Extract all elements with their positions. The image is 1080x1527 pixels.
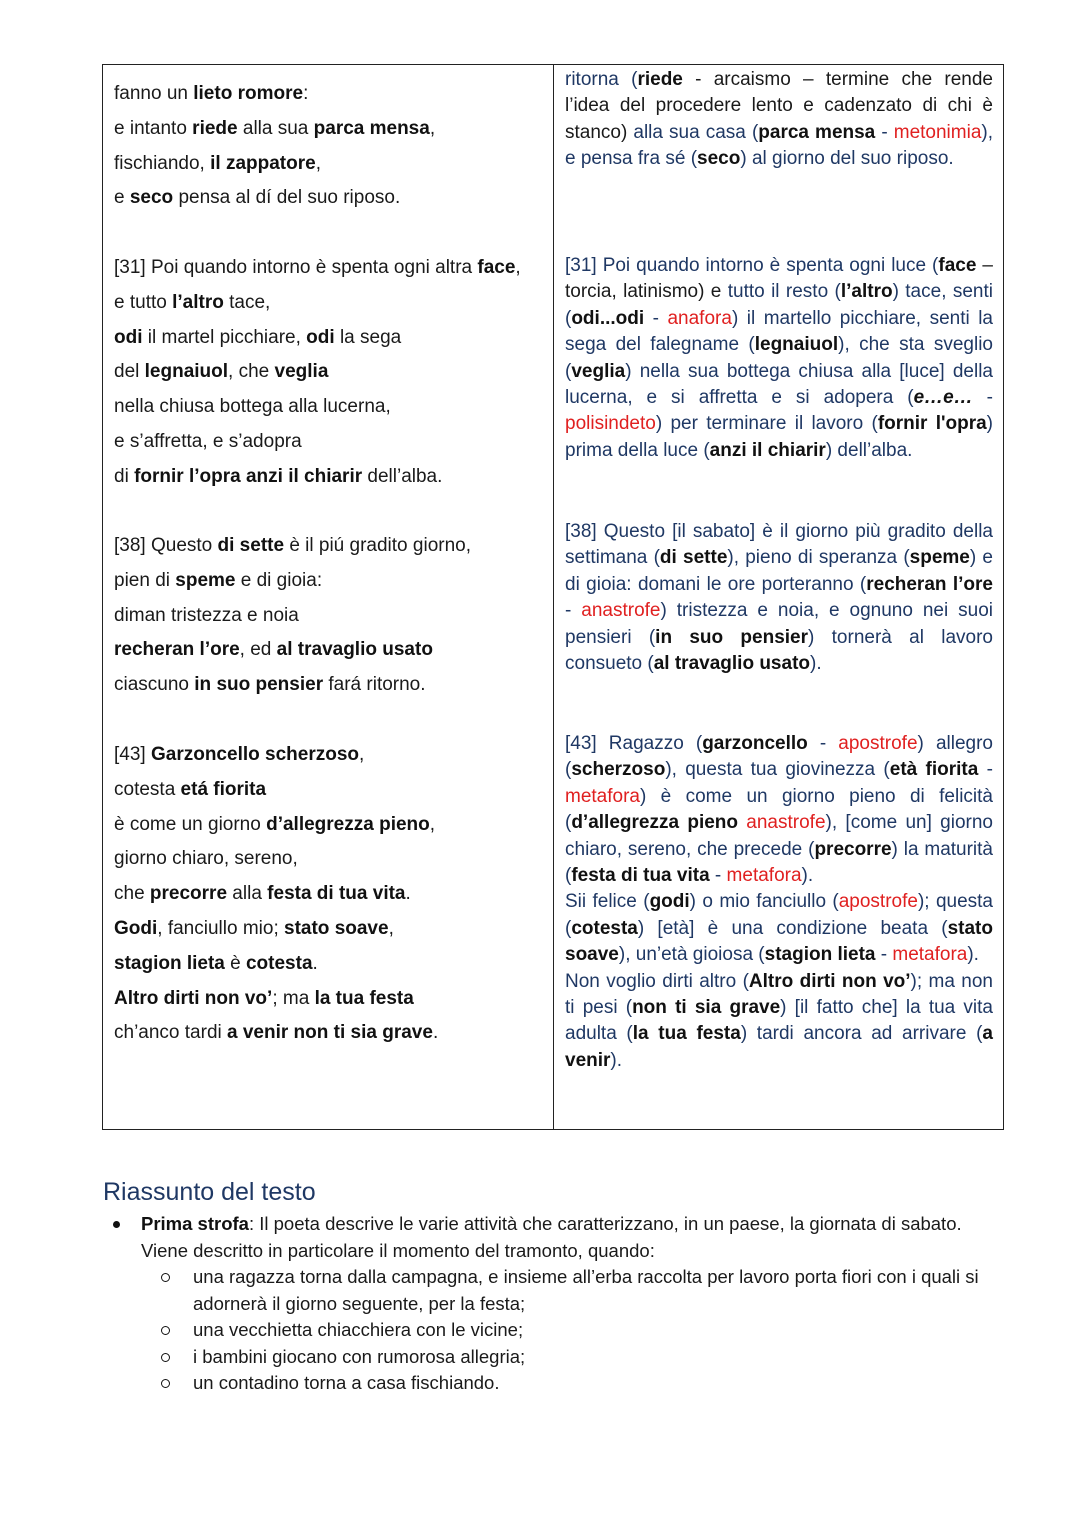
text-run: ). [801,865,814,887]
text-run: - [875,121,894,143]
text-run: , [388,917,394,939]
text-run: pien di [114,569,176,591]
sub-item-text: una vecchietta chiacchiera con le vicine; [193,1319,524,1340]
text-run: ) dell’alba. [825,439,913,461]
verse-line [114,947,543,982]
text-run: - [644,307,668,329]
figure-of-speech: anastrofe [581,600,661,622]
quoted-term: a venir non ti sia grave [227,1022,433,1044]
quoted-term: festa di tua vita [267,883,406,905]
text-run: - arcaismo – termine che rende l’idea del procedere lento e cadenzato di chi è stanco) [565,69,993,143]
text-run: - [972,387,993,409]
quoted-term: seco [697,148,741,170]
paraphrase-block [565,67,993,173]
figure-of-speech: polisindeto [565,413,656,435]
text-run: dell’alba. [362,465,443,487]
text-run: , [359,744,365,765]
text-run: è come un giorno [114,813,267,835]
hollow-bullet-icon [161,1379,170,1388]
section-heading-summary: Riassunto del testo [103,1178,316,1206]
quoted-term: seco [129,187,174,209]
summary-sub-item [103,1264,1003,1317]
text-run: e intanto [114,117,193,139]
text-run: , [429,813,436,835]
quoted-term: speme [175,569,236,591]
text-run: che [114,883,150,905]
hollow-bullet-icon [161,1273,170,1282]
text-run: , [515,257,521,278]
text-run: fanno un [114,83,194,104]
text-run: ), che sta sveglio ( [565,334,993,382]
text-run: ) e di gioia: domani le ore porteranno ( [565,547,993,595]
verse-line [114,112,543,147]
text-run: ; ma [272,987,315,1009]
quoted-term: scherzoso [571,759,666,781]
verse-line [114,599,543,634]
text-run: e s’affretta, e s’adopra [114,430,302,452]
text-run: giorno chiaro, sereno, [114,848,298,870]
text-run: , ed [239,639,277,661]
text-run: . [312,952,318,974]
quoted-term: recheran l’ore [114,639,240,661]
quoted-term: odi [114,326,143,348]
verse-line [114,390,543,425]
paraphrase-block [565,253,993,464]
verse-line [114,668,543,703]
text-run: alla sua [237,117,314,139]
text-run: ) il martello picchiare, senti la sega del falegname ( [565,307,993,356]
text-run: fischiando, [114,152,211,174]
quoted-term: precorre [149,883,228,905]
original-stanza [114,77,543,216]
poem-paraphrase-table [102,64,1004,1130]
text-run: - [709,865,727,887]
figure-of-speech: metafora [726,865,802,887]
figure-of-speech: anastrofe [746,812,826,834]
verse-line [114,982,543,1017]
quoted-term: stagion lieta [114,952,225,974]
verse-line [114,321,543,356]
text-run: ) per terminare il lavoro ( [655,413,878,435]
quoted-term: d’allegrezza pieno [266,813,430,835]
verse-line [114,286,543,321]
text-run: ). [810,653,822,675]
quoted-term: al travaglio usato [276,639,433,661]
quoted-term: face [938,255,977,276]
text-run: tace, [223,291,271,313]
paraphrase-column [554,65,1003,1129]
figure-of-speech: apostrofe [838,891,918,913]
quoted-term: fornir l’opra anzi il chiarir [134,465,363,487]
text-run: , che [228,361,275,383]
text-run: ), pieno di speranza ( [727,547,910,569]
paraphrase-paragraph [565,889,993,968]
hollow-bullet-icon [161,1326,170,1335]
figure-of-speech: metafora [565,785,640,807]
quoted-term: festa di tua vita [571,865,710,887]
text-run: di [114,465,135,487]
paraphrase-paragraph [565,519,993,677]
quoted-term: età fiorita [889,759,979,781]
text-run: ) prima della luce ( [565,413,993,461]
verse-line [114,1016,543,1051]
text-run: ), questa tua giovinezza ( [665,759,890,781]
text-run: cotesta [114,778,181,800]
figure-of-speech: metafora [892,944,968,966]
summary-sub-item [103,1317,1003,1344]
verse-line [114,355,543,390]
text-run: , fanciullo mio; [157,917,285,939]
text-run: alla sua casa ( [627,121,759,143]
figure-of-speech: apostrofe [838,733,918,754]
original-stanza [114,738,543,1051]
quoted-term: parca mensa [313,117,430,139]
verse-line [114,773,543,808]
text-run: ) [il fatto che] la tua vita adulta ( [565,997,993,1045]
text-run: ); questa ( [565,891,993,939]
text-run: ) la maturità ( [565,838,993,887]
text-run: : [303,83,309,104]
quoted-term: speme [909,547,970,569]
text-run: ) o mio fanciullo ( [689,891,839,913]
text-run: nella chiusa bottega alla lucerna, [114,396,391,418]
quoted-term: riede [192,117,238,139]
quoted-term: stato soave [284,917,389,939]
text-run: [38] Questo [il sabato] è il giorno più gradito della settimana ( [565,521,993,569]
text-run: la sega [334,326,402,348]
verse-line [114,77,543,112]
verse-line [114,912,543,947]
quoted-term: anzi il chiarir [709,439,826,461]
text-run: . [432,1022,439,1044]
verse-line [114,738,543,773]
sub-item-text: i bambini giocano con rumorosa allegria; [193,1345,526,1367]
original-stanza [114,251,543,495]
text-run: - [875,944,893,966]
quoted-term: in suo pensier [655,626,809,648]
verse-line [114,808,543,843]
quoted-term: Garzoncello scherzoso [150,744,359,765]
text-run: e tutto [114,291,173,313]
text-run: [31] Poi quando intorno è spenta ogni luce ( [565,255,939,276]
text-run: ) nella sua bottega chiusa alla [luce] della lucerna, e si affretta e si adopera ( [565,360,993,409]
text-run: ), un’età gioiosa ( [618,944,765,966]
quoted-term: lieto romore [193,83,304,104]
bullet-icon [113,1221,120,1228]
quoted-term: legnaiuol [144,361,229,383]
quoted-term: stagion lieta [764,944,876,966]
text-run: - [807,733,839,754]
quoted-term: veglia [571,360,626,382]
quoted-term: l’altro [172,291,224,313]
text-run: ) tace, senti ( [565,281,993,329]
quoted-term: al travaglio usato [653,653,811,675]
summary-sub-item [103,1344,1003,1371]
hollow-bullet-icon [161,1353,170,1362]
text-run: è il piú gradito giorno, [284,535,471,556]
quoted-term: d’allegrezza pieno [571,812,738,834]
text-run: [31] Poi quando intorno è spenta ogni altra [114,257,478,278]
text-run: e [114,187,130,209]
text-run: del [114,361,145,383]
quoted-term: di sette [217,535,285,556]
text-run: diman tristezza e noia [114,604,299,626]
quoted-term: Godi [114,917,158,939]
verse-line [114,842,543,877]
text-run: ) allegro ( [565,733,993,781]
verse-line [114,147,543,182]
text-run: Non voglio dirti altro ( [565,970,749,992]
quoted-term: recheran l’ore [866,573,993,595]
quoted-term: in suo pensier [194,674,324,696]
text-run: . [405,883,411,905]
figure-of-speech: metonimia [893,121,982,143]
original-text-column [103,65,554,1129]
text-run: alla [227,883,268,905]
quoted-term: veglia [274,361,329,383]
text-run: ) tardi ancora ad arrivare ( [740,1023,983,1045]
text-run: , [315,152,321,174]
quoted-term: la tua festa [632,1023,741,1045]
verse-line [114,877,543,912]
text-run: fará ritorno. [323,674,426,696]
sub-item-text: un contadino torna a casa fischiando. [193,1372,500,1393]
bullet-label: Prima strofa [141,1213,249,1234]
text-run: [43] Ragazzo ( [565,733,703,754]
quoted-term: garzoncello [702,733,808,754]
text-run: ) al giorno del suo riposo. [740,148,954,170]
quoted-term: l’altro [840,281,893,303]
quoted-term: Altro dirti non vo’ [114,987,273,1009]
text-run: ), e pensa fra sé ( [565,121,994,170]
quoted-term: legnaiuol [754,334,839,356]
quoted-term: il zappatore [210,152,316,174]
quoted-term: cotesta [245,952,313,974]
verse-line [114,251,543,286]
text-run: ritorna ( [565,69,638,90]
text-run: , [429,117,436,139]
quoted-term: precorre [814,838,892,860]
paraphrase-block [565,731,993,1074]
quoted-term: etá fiorita [180,778,267,800]
quoted-term: non ti sia grave [632,997,781,1019]
verse-line [114,529,543,564]
original-stanza [114,529,543,703]
quoted-term: parca mensa [758,121,876,143]
quoted-term: di sette [659,547,728,569]
text-run: ch’anco tardi [114,1022,228,1044]
quoted-term: godi [649,891,690,913]
quoted-term: a venir [565,1023,993,1071]
text-run: ). [610,1049,623,1071]
text-run: ciascuno [114,674,195,696]
text-run: il martel picchiare, [142,326,307,348]
paraphrase-paragraph [565,731,993,889]
quoted-term: la tua festa [314,987,414,1009]
text-run: ) tristezza e noia, e ognuno nei suoi pensieri ( [565,600,994,648]
text-run: ) è come un giorno pieno di felicità ( [565,785,993,834]
bullet-text: : Il poeta descrive le varie attività che caratterizzano, in un paese, la giornata di sabato. Viene descritto in particolare il momento del tramonto, quando: [141,1213,962,1261]
quoted-term: e…e… [913,387,973,409]
text-run: ) [età] è una condizione beata ( [637,917,948,939]
quoted-term: stato soave [565,917,993,966]
text-run: ); ma non ti pesi ( [565,970,993,1019]
summary-sub-item [103,1370,1003,1397]
verse-line [114,564,543,599]
quoted-term: odi...odi [571,307,645,329]
text-run: ) tornerà al lavoro consueto ( [565,626,993,675]
quoted-term: riede [637,69,683,90]
text-run: - [565,600,582,622]
paraphrase-block [565,519,993,677]
text-run: - [978,759,993,781]
quoted-term: fornir l'opra [877,413,987,435]
text-run: ), [come un] giorno chiaro, sereno, che precede ( [565,812,993,860]
paraphrase-paragraph [565,969,993,1075]
text-run: tutto il resto ( [721,281,841,303]
text-run: Sii felice ( [565,891,650,913]
figure-of-speech: anafora [667,307,732,329]
paraphrase-paragraph [565,67,993,173]
text-run: pensa al dí del suo riposo. [173,187,401,209]
summary-bullet-item [103,1211,1003,1264]
quoted-term: Altro dirti non vo’ [748,970,911,992]
text-run: – torcia, latinismo) e [565,255,993,303]
sub-item-text: una ragazza torna dalla campagna, e insieme all’erba raccolta per lavoro porta fiori con i quali si adornerà il giorno seguente, per la festa; [193,1266,979,1314]
summary-list [103,1211,1003,1397]
verse-line [114,460,543,495]
verse-line [114,633,543,668]
text-run: ). [967,944,979,966]
text-run: [43] [114,744,151,765]
text-run: è [224,952,246,974]
text-run: e di gioia: [235,569,323,591]
text-run: [38] Questo [114,535,218,556]
paraphrase-paragraph [565,253,993,464]
quoted-term: odi [306,326,335,348]
verse-line [114,425,543,460]
quoted-term: face [477,257,516,278]
quoted-term: cotesta [571,917,638,939]
verse-line [114,181,543,216]
